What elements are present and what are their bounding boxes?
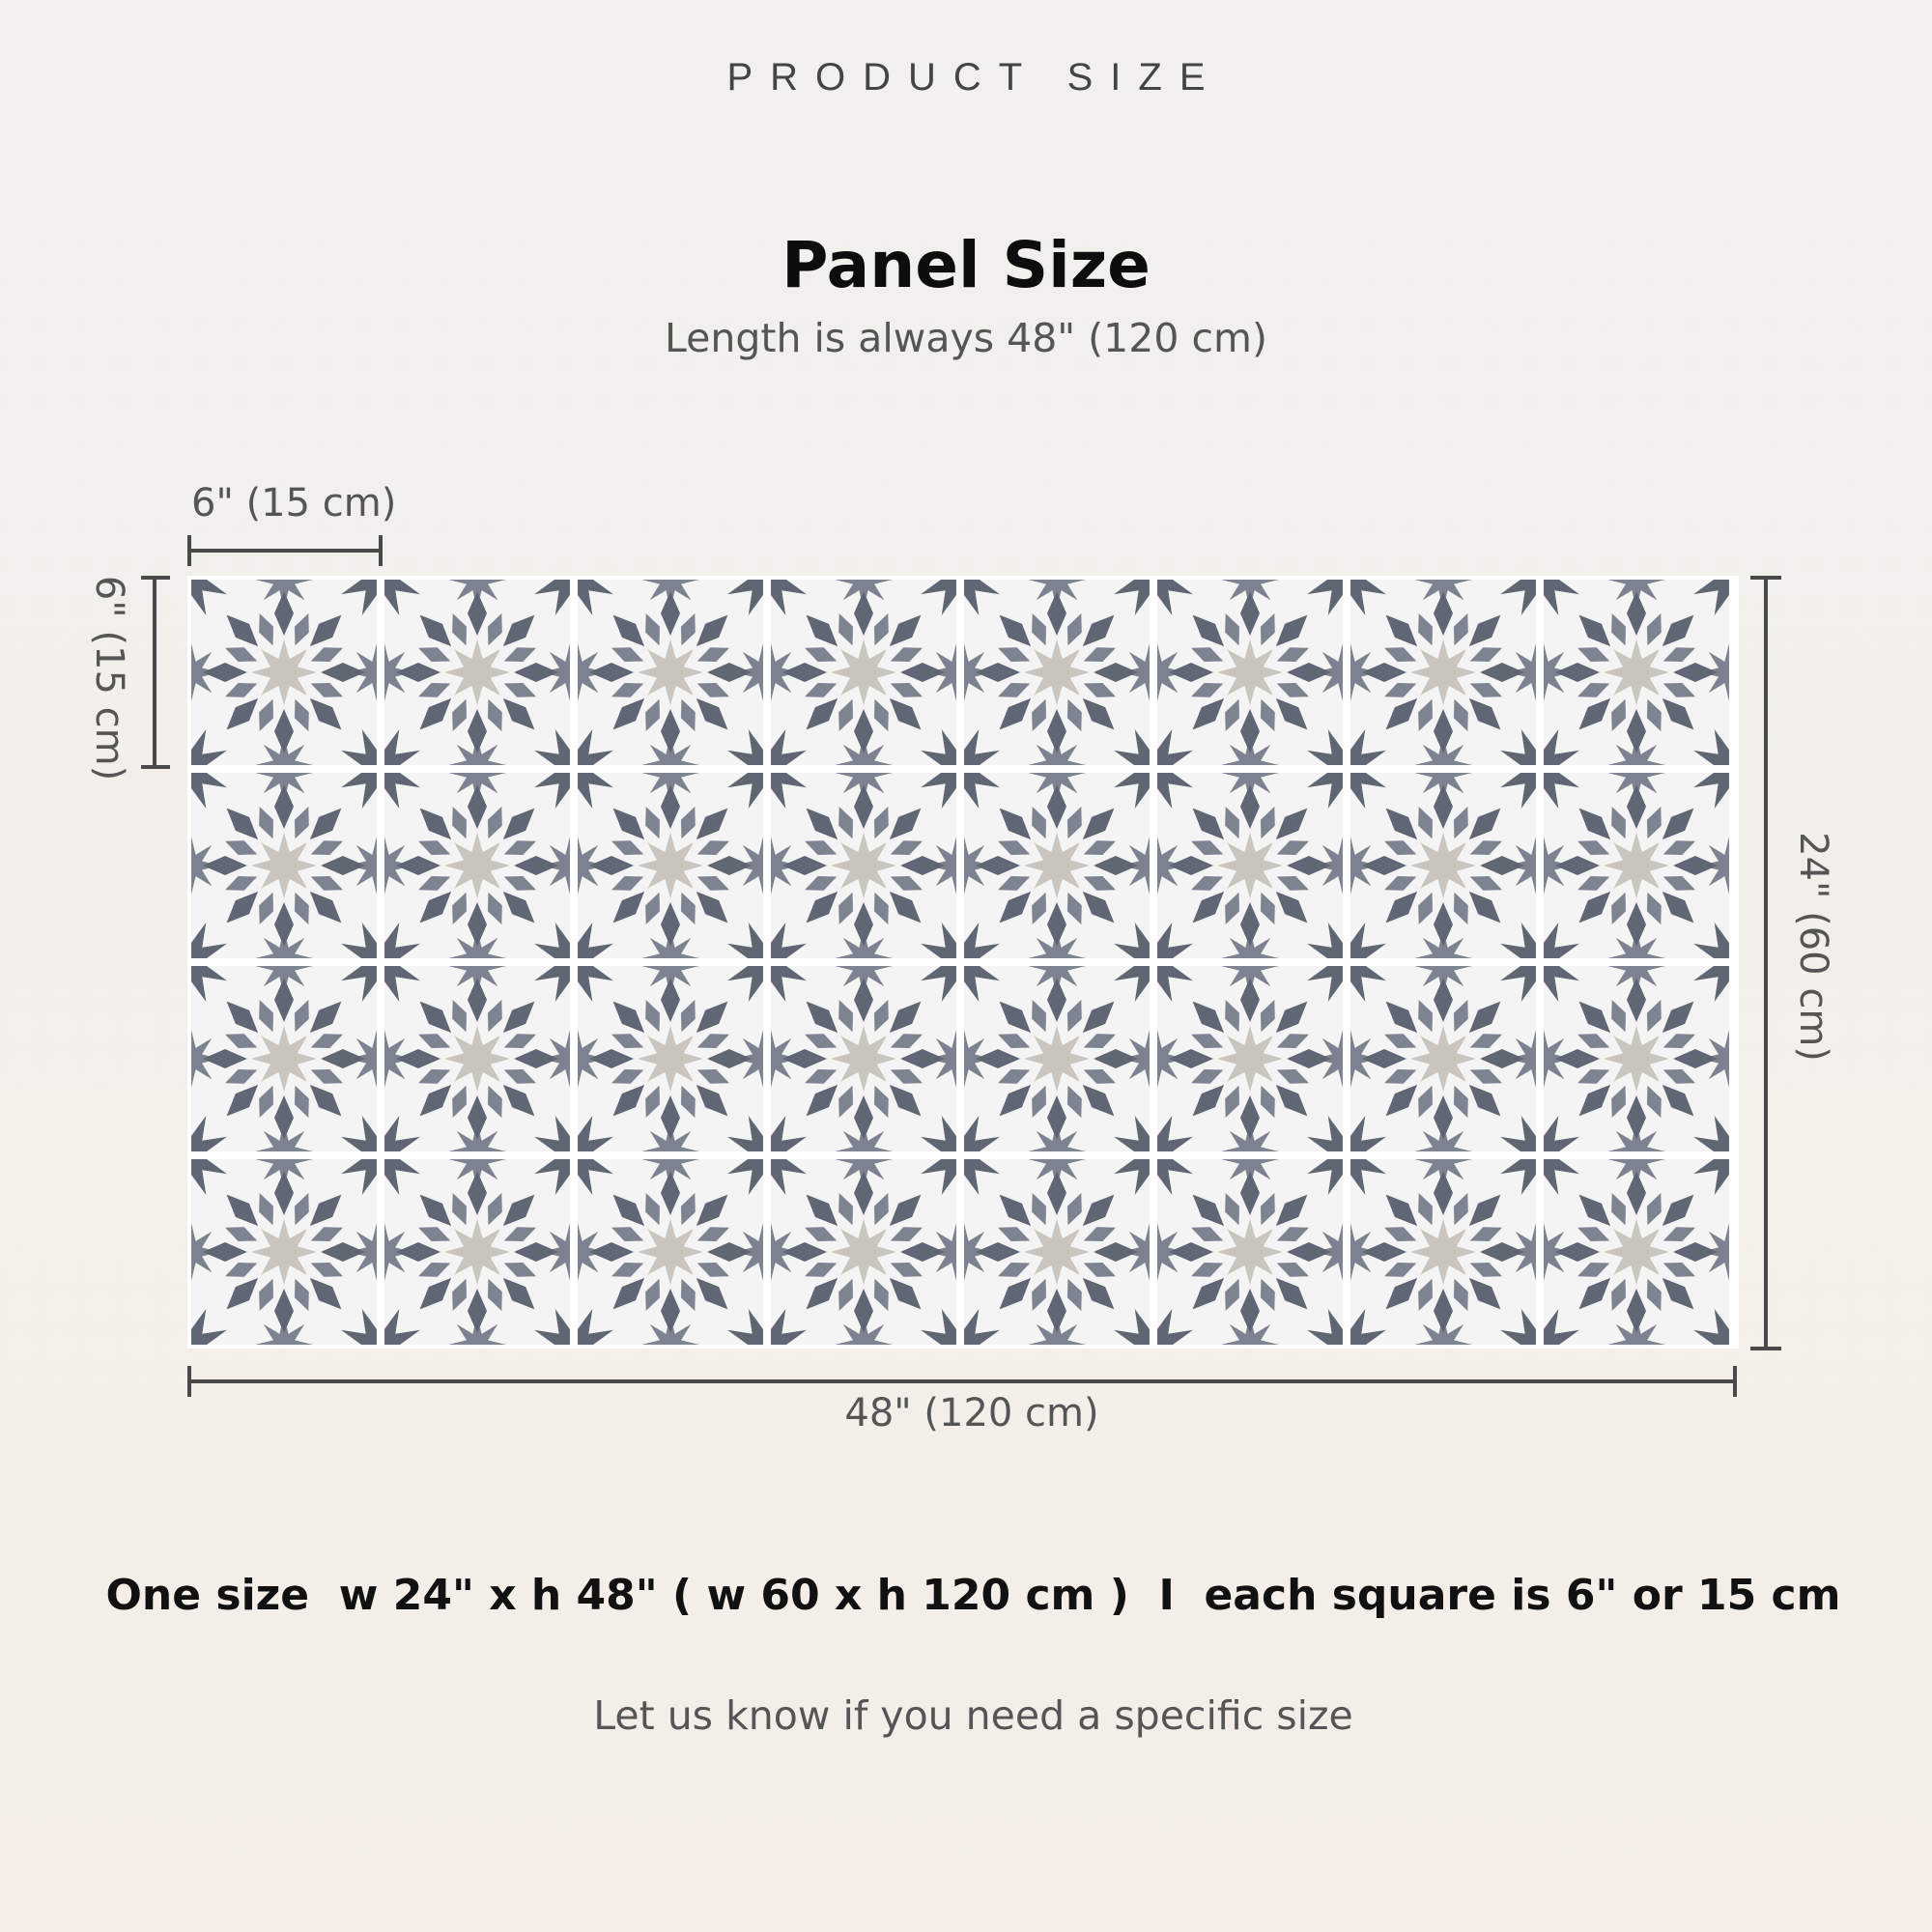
tile (1350, 966, 1536, 1151)
tile-pattern (771, 966, 956, 1151)
size-note: One size w 24" x h 48" ( w 60 x h 120 cm ) I each square is 6" or 15 cm (105, 1571, 1841, 1620)
tile-pattern (191, 1159, 377, 1345)
tile (384, 773, 570, 958)
tile-pattern (1157, 773, 1343, 958)
tile (191, 966, 377, 1151)
tile-pattern (384, 1159, 570, 1345)
tile-pattern (384, 773, 570, 958)
tile (1157, 580, 1343, 765)
tile-pattern (191, 773, 377, 958)
tile (771, 966, 956, 1151)
panel-length-bar (187, 1379, 1737, 1383)
tile (578, 580, 763, 765)
tile (964, 580, 1150, 765)
tile (964, 966, 1150, 1151)
tile (1544, 580, 1729, 765)
tile (191, 1159, 377, 1345)
square-height-label: 6" (15 cm) (87, 575, 131, 781)
tile-pattern (578, 966, 763, 1151)
custom-size-note: Let us know if you need a specific size (593, 1692, 1353, 1739)
tile-pattern (964, 580, 1150, 765)
square-height-tick-top (141, 576, 170, 580)
panel-height-label: 24" (60 cm) (1791, 832, 1835, 1062)
tile-pattern (1544, 1159, 1729, 1345)
tile-pattern (771, 773, 956, 958)
header-label: PRODUCT SIZE (726, 56, 1223, 99)
square-width-tick-left (187, 535, 191, 566)
tile-pattern (1544, 580, 1729, 765)
tile-pattern (191, 966, 377, 1151)
tile-pattern (1544, 773, 1729, 958)
tile (1544, 773, 1729, 958)
tile (384, 1159, 570, 1345)
panel-height-bar (1764, 576, 1768, 1350)
tile-pattern (1350, 966, 1536, 1151)
tile (1157, 773, 1343, 958)
tile-panel-grid (187, 576, 1739, 1349)
tile-pattern (771, 580, 956, 765)
tile-pattern (1157, 1159, 1343, 1345)
panel-subtitle: Length is always 48" (120 cm) (665, 315, 1267, 361)
tile (578, 966, 763, 1151)
tile (771, 1159, 956, 1345)
tile (964, 773, 1150, 958)
panel-title: Panel Size (781, 228, 1151, 302)
tile (1157, 966, 1343, 1151)
tile (964, 1159, 1150, 1345)
square-height-tick-bottom (141, 765, 170, 769)
tile (1544, 966, 1729, 1151)
tile (771, 773, 956, 958)
square-width-bar (187, 549, 381, 553)
tile-pattern (771, 1159, 956, 1345)
tile (191, 773, 377, 958)
tile-pattern (1544, 966, 1729, 1151)
tile (1350, 1159, 1536, 1345)
tile-pattern (191, 580, 377, 765)
tile (1157, 1159, 1343, 1345)
tile-pattern (1157, 580, 1343, 765)
tile-pattern (964, 773, 1150, 958)
tile-pattern (1350, 773, 1536, 958)
tile-pattern (384, 966, 570, 1151)
tile (191, 580, 377, 765)
tile-pattern (578, 1159, 763, 1345)
square-width-tick-right (379, 535, 383, 566)
tile-pattern (964, 966, 1150, 1151)
tile-pattern (384, 580, 570, 765)
tile-pattern (964, 1159, 1150, 1345)
square-height-bar (153, 576, 156, 769)
tile (1350, 580, 1536, 765)
square-width-label: 6" (15 cm) (191, 481, 397, 526)
tile-pattern (1157, 966, 1343, 1151)
panel-height-tick-bottom (1750, 1347, 1781, 1350)
tile-pattern (1350, 580, 1536, 765)
tile (1350, 773, 1536, 958)
tile (578, 1159, 763, 1345)
tile (578, 773, 763, 958)
panel-height-tick-top (1750, 576, 1781, 580)
tile (384, 966, 570, 1151)
panel-length-label: 48" (120 cm) (844, 1391, 1099, 1435)
tile (384, 580, 570, 765)
tile (1544, 1159, 1729, 1345)
tile (771, 580, 956, 765)
tile-pattern (578, 773, 763, 958)
tile-pattern (1350, 1159, 1536, 1345)
tile-pattern (578, 580, 763, 765)
